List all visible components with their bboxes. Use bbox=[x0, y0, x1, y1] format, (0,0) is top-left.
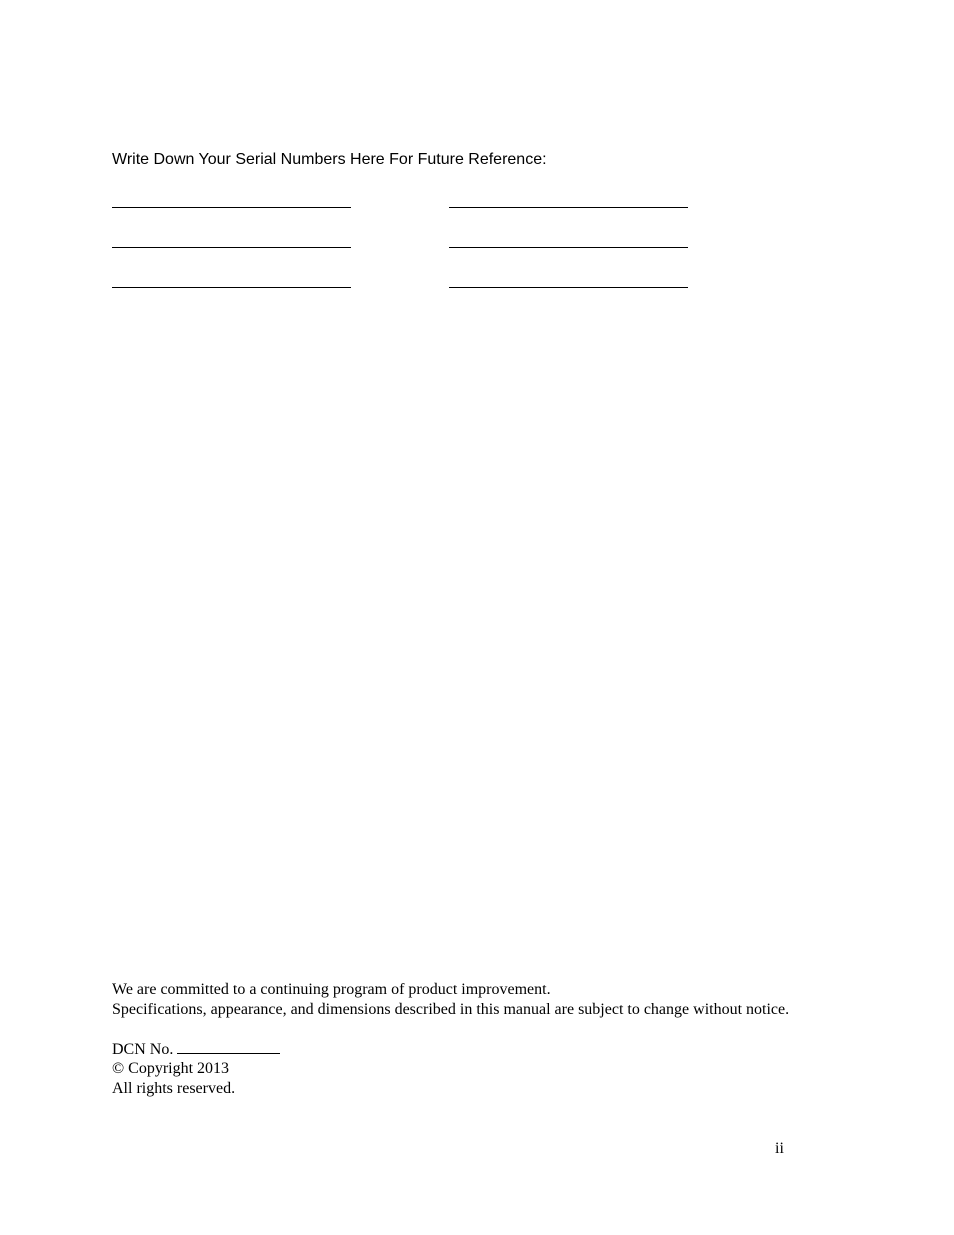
dcn-label: DCN No. bbox=[112, 1040, 174, 1058]
dcn-blank-line bbox=[177, 1039, 280, 1054]
serial-number-line-3-left bbox=[112, 287, 351, 288]
serial-number-line-2-left bbox=[112, 247, 351, 248]
copyright-text: © Copyright 2013 bbox=[112, 1060, 230, 1078]
footer-spacer bbox=[112, 1019, 789, 1039]
footer-notice bbox=[112, 980, 789, 1099]
commitment-text: We are committed to a continuing program of product improvement. bbox=[112, 981, 551, 998]
dcn-line bbox=[112, 1039, 789, 1060]
serial-number-line-1-right bbox=[449, 207, 688, 208]
serial-number-line-3-right bbox=[449, 287, 688, 288]
specifications-text: Specifications, appearance, and dimensions described in this manual are subject to change without notice. bbox=[112, 1000, 790, 1018]
serial-numbers-heading: Write Down Your Serial Numbers Here For Future Reference: bbox=[112, 151, 547, 168]
rights-text: All rights reserved. bbox=[112, 1079, 236, 1097]
serial-number-line-1-left bbox=[112, 207, 351, 208]
serial-number-line-2-right bbox=[449, 247, 688, 248]
page-number: ii bbox=[775, 1140, 784, 1157]
